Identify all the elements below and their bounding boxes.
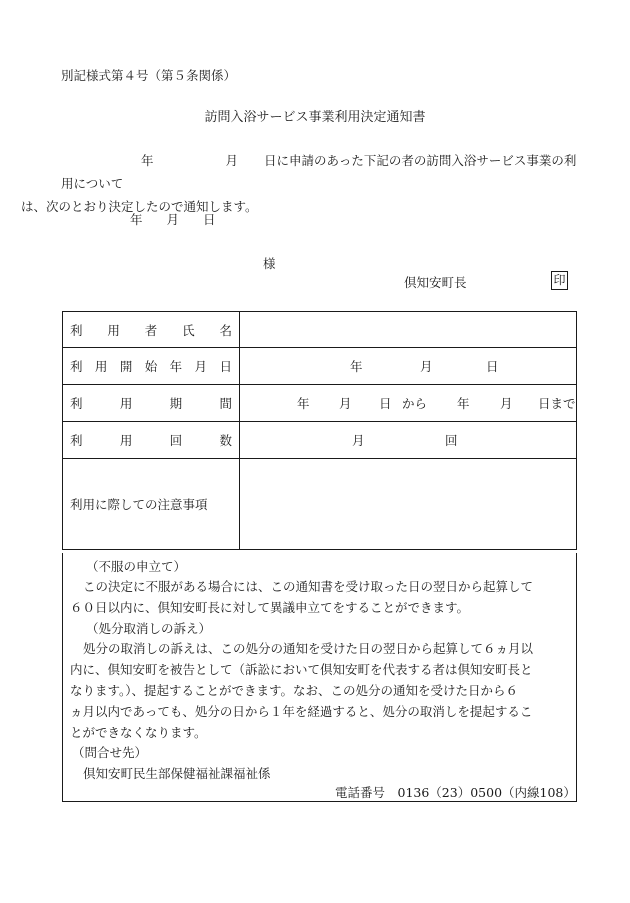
table-row (63, 348, 577, 385)
issue-date (130, 210, 240, 228)
intro-year: 年 (141, 153, 154, 168)
objection-line-2: ６０日以内に、倶知安町長に対して異議申立てをすることができます。 (70, 600, 470, 615)
revocation-line-4: ヵ月以内であっても、処分の日から１年を経過すると、処分の取消しを提起するこ (70, 704, 533, 719)
value-count[interactable]: 月 回 (240, 422, 577, 459)
intro-text-1: 日に申請のあった下記の者の訪問入浴サービス事業の利用について (61, 153, 577, 191)
issue-day: 日 (203, 212, 216, 227)
revocation-line-5: とができなくなります。 (70, 725, 207, 740)
revocation-heading: （処分取消しの訴え） (86, 621, 212, 636)
value-notes[interactable] (240, 459, 577, 550)
table-row (63, 422, 577, 459)
objection-heading: （不服の申立て） (86, 559, 187, 574)
issue-year: 年 (130, 212, 143, 227)
table-row (63, 385, 577, 422)
form-table (62, 311, 577, 550)
revocation-line-1: 処分の取消しの訴えは、この処分の通知を受けた日の翌日から起算して６ヵ月以 (83, 641, 534, 656)
table-row (63, 312, 577, 348)
label-user-name: 利 用 者 氏 名 (63, 312, 240, 348)
revocation-line-2: 内に、倶知安町を被告として（訴訟において倶知安町を代表する者は倶知安町長と (70, 662, 533, 677)
label-period: 利 用 期 間 (63, 385, 240, 422)
form-number: 別記様式第４号（第５条関係） (61, 68, 237, 83)
label-notes: 利用に際しての注意事項 (63, 459, 240, 550)
label-count: 利 用 回 数 (63, 422, 240, 459)
value-user-name[interactable] (240, 312, 577, 348)
contact-department: 倶知安町民生部保健福祉課福祉係 (83, 766, 271, 781)
objection-line-1: この決定に不服がある場合には、この通知書を受け取った日の翌日から起算して (83, 579, 534, 594)
intro-month: 月 (225, 153, 239, 168)
intro-paragraph (21, 149, 581, 218)
revocation-line-3: なります。）、提起することができます。なお、この処分の通知を受けた日から６ (70, 683, 519, 698)
label-start-date: 利 用 開 始 年 月 日 (63, 348, 240, 385)
document-title: 訪問入浴サービス事業利用決定通知書 (204, 110, 426, 125)
addressee-suffix: 様 (263, 256, 276, 271)
table-row (63, 459, 577, 550)
seal-mark: 印 (551, 271, 568, 290)
value-start-date[interactable]: 年 月 日 (240, 348, 577, 385)
contact-heading: （問合せ先） (72, 745, 148, 760)
issuer-name: 倶知安町長 (404, 275, 467, 290)
notice-box (62, 553, 577, 802)
issue-month: 月 (166, 212, 180, 227)
value-period[interactable]: 年 月 日 から 年 月 日まで (240, 385, 577, 422)
intro-text-2: は、次のとおり決定したので通知します。 (21, 199, 258, 214)
contact-phone: 電話番号 0136（23）0500（内線108） (335, 785, 576, 800)
